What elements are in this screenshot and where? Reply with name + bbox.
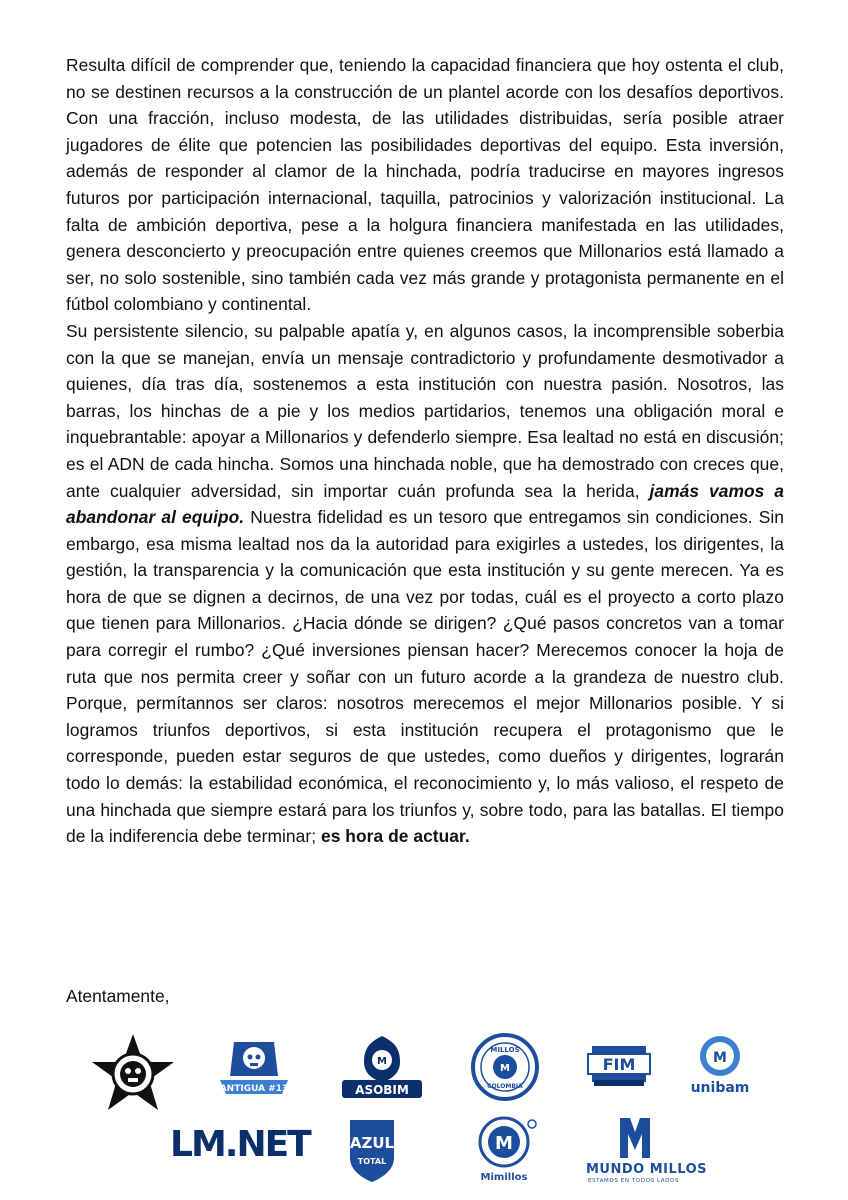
antigua-label: ANTIGUA #13: [219, 1084, 289, 1094]
mundo-millos-title: MUNDO MILLOS: [586, 1162, 708, 1177]
paragraph-2: [66, 318, 784, 850]
millos-colombia-bottom-label: COLOMBIA: [487, 1083, 523, 1090]
emphasis-text: jamás vamos a abandonar al equipo.: [66, 480, 784, 528]
comandos-azules-logo: [88, 1032, 178, 1114]
svg-text:M: M: [495, 1133, 513, 1154]
mundo-millos-subtitle: ESTAMOS EN TODOS LADOS: [588, 1178, 680, 1184]
azul-total-logo: [346, 1114, 398, 1184]
paragraph-1: Resulta difícil de comprender que, teniendo la capacidad financiera que hoy ostenta el club, no se destinen recursos a la construcción de un plantel acorde con los desafíos deportivos. Con una fracción, incluso modesta, de las utilidades distribuidas, sería posible atraer jugadores de élite que potencien las posibilidades deportivas del equipo. Esta inversión, además de responder al clamor de la hinchada, podría traducirse en mayores ingresos futuros por participación internacional, taquilla, patrocinios y valorización institucional. La falta de ambición deportiva, pese a la holgura financiera manifestada en las utilidades, genera desconcierto y preocupación entre quienes creemos que Millonarios está llamado a ser, no solo sostenible, sino también cada vez más grande y protagonista permanente en el fútbol colombiano y continental.: [66, 55, 784, 315]
svg-text:M: M: [500, 1063, 510, 1074]
millos-colombia-logo: [470, 1032, 540, 1102]
closing-emphasis: es hora de actuar.: [320, 826, 470, 847]
millos-colombia-top-label: MILLOS: [490, 1046, 520, 1054]
mimillos-logo: [462, 1112, 546, 1186]
logos-row-2: [0, 1110, 848, 1190]
lmnet-logo: [170, 1124, 310, 1165]
paragraph-2-middle: Nuestra fidelidad es un tesoro que entregamos sin condiciones. Sin embargo, esa misma lealtad nos da la autoridad para exigirles a ustedes, los dirigentes, la gestión, la transparencia y la comunicación que esta institución y su gente merecen. Ya es hora de que se dignen a decirnos, de una vez por todas, cuál es el proyecto a corto plazo que tienen para Millonarios. ¿Hacia dónde se dirigen? ¿Qué pasos concretos van a tomar para corregir el rumbo? ¿Qué inversiones piensan hacer? Merecemos conocer la hoja de ruta que nos permita creer y soñar con un futuro acorde a la grandeza de nuestro club. Porque, permítannos ser claros: nosotros merecemos el mejor Millonarios posible. Y si logramos triunfos deportivos, si esta institución recupera el protagonismo que le corresponde, pueden estar seguros de que ustedes, como dueños y dirigentes, lograrán todo lo demás: la estabilidad económica, el reconocimiento y, lo más valioso, el respeto de una hinchada que siempre estará para los triunfos y, sobre todo, para las batallas. El tiempo de la indiferencia debe terminar;: [66, 507, 784, 847]
mundo-millos-logo: [580, 1114, 708, 1184]
antigua-13-logo: [216, 1036, 292, 1102]
paragraph-2-start: Su persistente silencio, su palpable apatía y, en algunos casos, la incomprensible soberbia con la que se manejan, envía un mensaje contradictorio y profundamente desmotivador a quienes, día tras día, sostenemos a esta institución con nuestra pasión. Nosotros, las barras, los hinchas de a pie y los medios partidarios, tenemos una obligación moral e inquebrantable: apoyar a Millonarios y defenderlo siempre. Esa lealtad no está en discusión; es el ADN de cada hincha. Somos una hinchada noble, que ha demostrado con creces que, ante cualquier adversidad, sin importar cuán profunda sea la herida,: [66, 320, 784, 501]
mimillos-label: Mimillos: [480, 1172, 528, 1183]
svg-text:M: M: [713, 1050, 727, 1066]
azul-bottom-label: TOTAL: [357, 1157, 387, 1166]
unibam-label: unibam: [690, 1080, 750, 1096]
asobim-logo: [332, 1032, 432, 1104]
sign-off: Atentamente,: [66, 986, 170, 1006]
asobim-label: ASOBIM: [355, 1083, 409, 1097]
unibam-logo: [684, 1032, 756, 1104]
letter-body: [66, 52, 784, 850]
lmnet-label: LM.NET: [170, 1124, 310, 1165]
logos-row-1: [0, 1028, 848, 1108]
fim-label: FIM: [602, 1055, 636, 1074]
azul-top-label: AZUL: [349, 1134, 395, 1152]
fim-logo: [584, 1036, 654, 1098]
svg-text:M: M: [377, 1056, 387, 1067]
